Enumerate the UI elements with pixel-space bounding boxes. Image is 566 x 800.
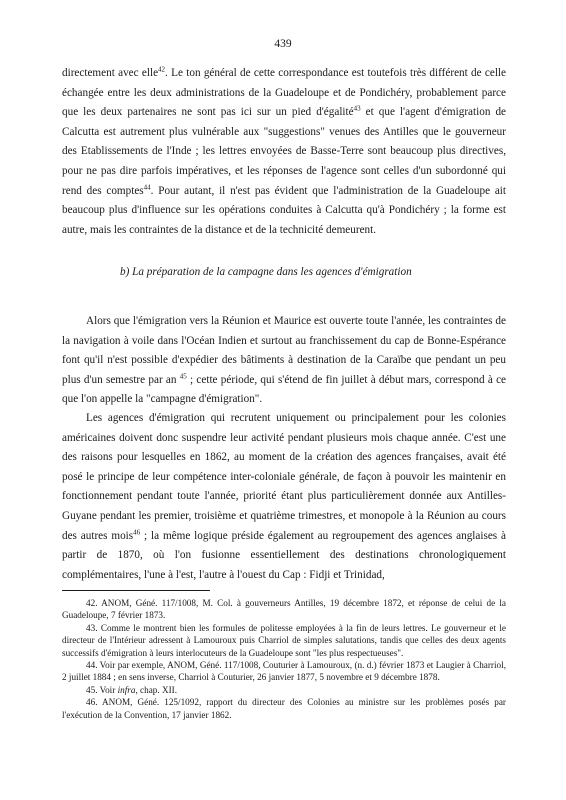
footnote-ref: 43 — [353, 104, 361, 113]
footnote-42: 42. ANOM, Géné. 117/1008, M. Col. à gouverneurs Antilles, 19 décembre 1872, et réponse de celui de la Guadeloupe, 7 février 1873. — [62, 598, 506, 621]
text-run: ; la même logique préside également au regroupement des agences anglaises à partir de 1870, où l'on fusionne essentiellement des destinations chronologiquement complémentaires, l'une à l'est, l'autre à l'ouest du Cap : Fidji et Trinidad, — [62, 529, 506, 581]
italic-run: infra — [117, 684, 136, 695]
text-run: . Pour autant, il n'est pas évident que l'administration de la Guadeloupe ait beaucoup plus d'influence sur les opérations conduites à Calcutta qu'à Pondichéry ; la forme est autre, mais les contraintes de la distance et de la technicité demeurent. — [62, 184, 507, 236]
text-run: ; cette période, qui s'étend de fin juillet à début mars, correspond à ce que l'on appelle la "campagne d'émigration". — [62, 373, 506, 406]
section-heading: b) La préparation de la campagne dans les agences d'émigration — [120, 266, 412, 278]
paragraph-2 — [62, 312, 506, 410]
footnote-45 — [62, 684, 506, 696]
footnote-46: 46. ANOM, Géné. 125/1092, rapport du directeur des Colonies au ministre sur les problèmes posés par l'exécution de la Convention, 17 janvier 1862. — [62, 697, 506, 720]
footnote-ref: 42 — [158, 65, 166, 74]
paragraph-1 — [62, 64, 506, 240]
text-run: 45. Voir — [86, 684, 118, 695]
footnotes — [62, 597, 506, 721]
text-run: , chap. XII. — [135, 684, 178, 695]
text-run: directement avec elle — [62, 67, 159, 79]
footnote-43: 43. Comme le montrent bien les formules de politesse employées à la fin de leurs lettres. Le gouverneur et le directeur de l'Intérieur adressent à Lamouroux puis Charriol de simples salutations, tandis que celles des deux agents successifs d'émigration à leurs interlocuteurs de la Guadeloupe sont "les plus respectueuses". — [62, 622, 506, 658]
text-run: et que l'agent d'émigration de Calcutta est autrement plus vulnérable aux "suggestions" venues des Antilles que le gouverneur des Etablissements de l'Inde ; les lettres envoyées de Basse-Terre sont beaucoup plus directives, pour ne pas dire parfois impératives, et les réponses de l'agence sont celles d'un subordonné qui rend des comptes — [62, 106, 507, 197]
footnote-separator — [62, 590, 210, 591]
page-number: 439 — [274, 38, 292, 50]
text-run: . Le ton général de cette correspondance est toutefois très différent de celle échangée entre les deux administrations de la Guadeloupe et de Pondichéry, probablement parce que les deux partenaires ne sont pas ici sur un pied d'égalité — [62, 67, 506, 119]
footnote-ref: 46 — [133, 527, 141, 536]
text-run: Alors que l'émigration vers la Réunion et Maurice est ouverte toute l'année, les contraintes de la navigation à voile dans l'Océan Indien et surtout au franchissement du cap de Bonne-Espérance font qu'il n'est possible d'expédier des bâtiments à destination de la Caraïbe que pendant un peu plus d'un semestre par an — [62, 315, 506, 386]
footnote-ref: 44 — [143, 182, 151, 191]
footnote-ref: 45 — [179, 372, 187, 381]
text-run: Les agences d'émigration qui recrutent uniquement ou principalement pour les colonies américaines doivent donc suspendre leur activité pendant plusieurs mois chaque année. C'est une des raisons pour lesquelles en 1862, au moment de la création des agences françaises, avait été posé le principe de leur compétence inter-coloniale générale, de façon à pouvoir les maintenir en fonctionnement pendant toute l'année, priorité étant plus particulièrement donnée aux Antilles-Guyane pendant les premier, troisième et quatrième trimestres, et monopole à la Réunion au cours des autres mois — [62, 412, 506, 542]
footnote-44: 44. Voir par exemple, ANOM, Géné. 117/1008, Couturier à Lamouroux, (n. d.) février 1873 et Laugier à Charriol, 2 juillet 1884 ; en sens inverse, Charriol à Couturier, 26 janvier 1877, 5 novembre et 9 décembre 1878. — [62, 660, 506, 683]
paragraph-3 — [62, 409, 506, 585]
